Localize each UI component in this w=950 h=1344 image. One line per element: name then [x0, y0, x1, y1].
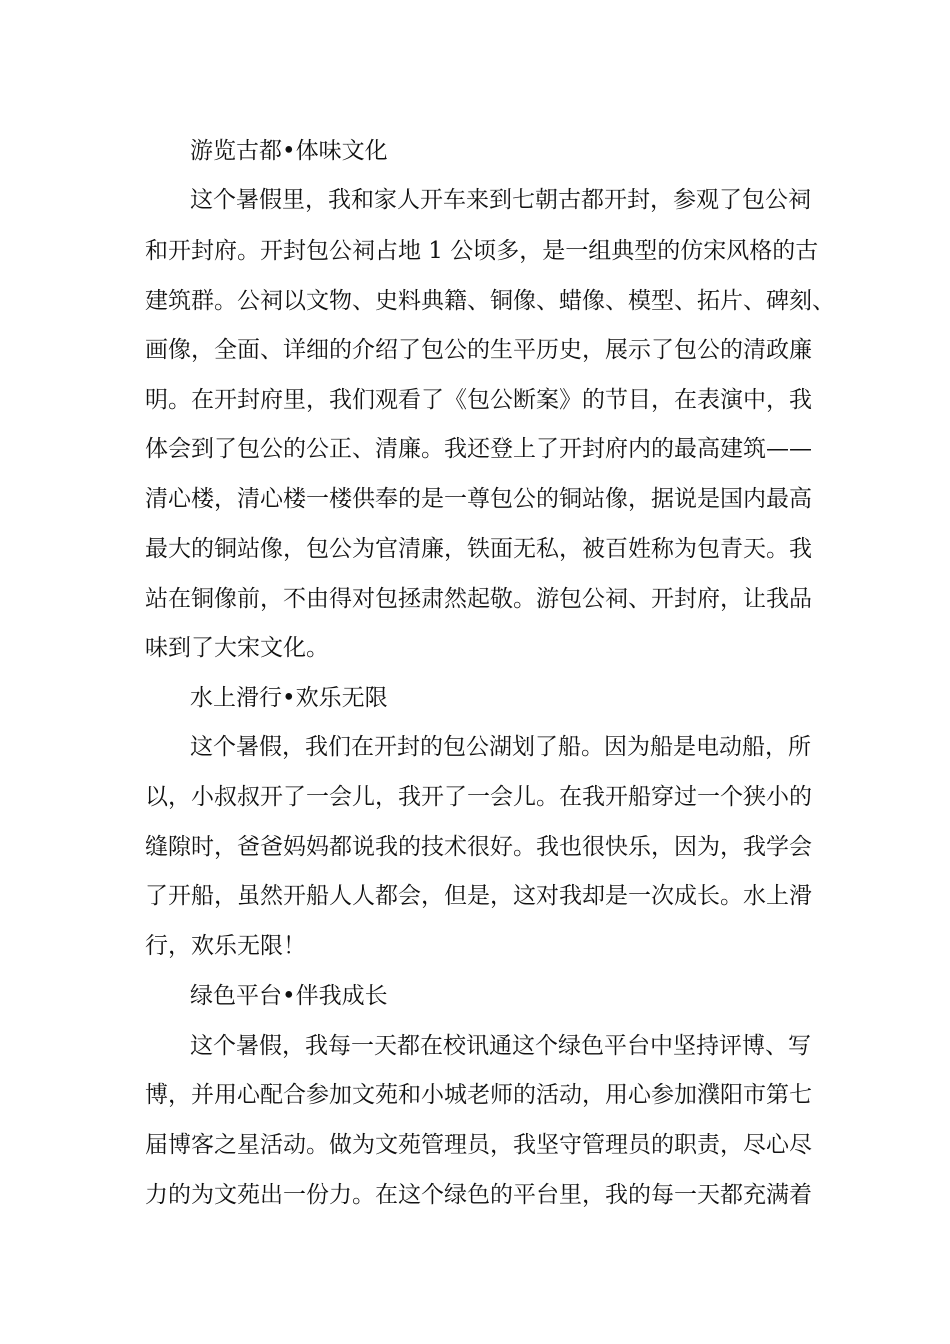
section-heading: 绿色平台•伴我成长 [190, 983, 388, 1009]
paragraph-line: 这个暑假，我们在开封的包公湖划了船。因为船是电动船，所 [190, 734, 811, 760]
paragraph-line: 站在铜像前，不由得对包拯肃然起敬。游包公祠、开封府，让我品 [145, 586, 812, 612]
paragraph-line: 建筑群。公祠以文物、史料典籍、铜像、蜡像、模型、拓片、碑刻、 [145, 288, 835, 314]
paragraph-line: 行，欢乐无限！ [145, 933, 306, 959]
paragraph-line: 体会到了包公的公正、清廉。我还登上了开封府内的最高建筑—— [145, 436, 812, 462]
paragraph-line: 这个暑假，我每一天都在校讯通这个绿色平台中坚持评博、写 [190, 1033, 811, 1059]
section-heading: 水上滑行•欢乐无限 [190, 685, 388, 711]
paragraph-line: 味到了大宋文化。 [145, 635, 329, 661]
paragraph-line: 明。在开封府里，我们观看了《包公断案》的节目，在表演中，我 [145, 387, 812, 413]
paragraph-line: 缝隙时，爸爸妈妈都说我的技术很好。我也很快乐，因为，我学会 [145, 834, 812, 860]
paragraph-line: 力的为文苑出一份力。在这个绿色的平台里，我的每一天都充满着 [145, 1182, 812, 1208]
paragraph-line: 和开封府。开封包公祠占地 1 公顷多，是一组典型的仿宋风格的古 [145, 238, 819, 264]
paragraph-line: 以，小叔叔开了一会儿，我开了一会儿。在我开船穿过一个狭小的 [145, 784, 812, 810]
paragraph-line: 届博客之星活动。做为文苑管理员，我坚守管理员的职责，尽心尽 [145, 1132, 812, 1158]
paragraph-line: 最大的铜站像，包公为官清廉，铁面无私，被百姓称为包青天。我 [145, 536, 812, 562]
paragraph-line: 画像，全面、详细的介绍了包公的生平历史，展示了包公的清政廉 [145, 337, 812, 363]
paragraph-line: 这个暑假里，我和家人开车来到七朝古都开封，参观了包公祠 [190, 187, 811, 213]
section-heading: 游览古都•体味文化 [190, 138, 388, 164]
paragraph-line: 了开船，虽然开船人人都会，但是，这对我却是一次成长。水上滑 [145, 883, 812, 909]
paragraph-line: 清心楼，清心楼一楼供奉的是一尊包公的铜站像，据说是国内最高 [145, 486, 812, 512]
paragraph-line: 博，并用心配合参加文苑和小城老师的活动，用心参加濮阳市第七 [145, 1082, 812, 1108]
